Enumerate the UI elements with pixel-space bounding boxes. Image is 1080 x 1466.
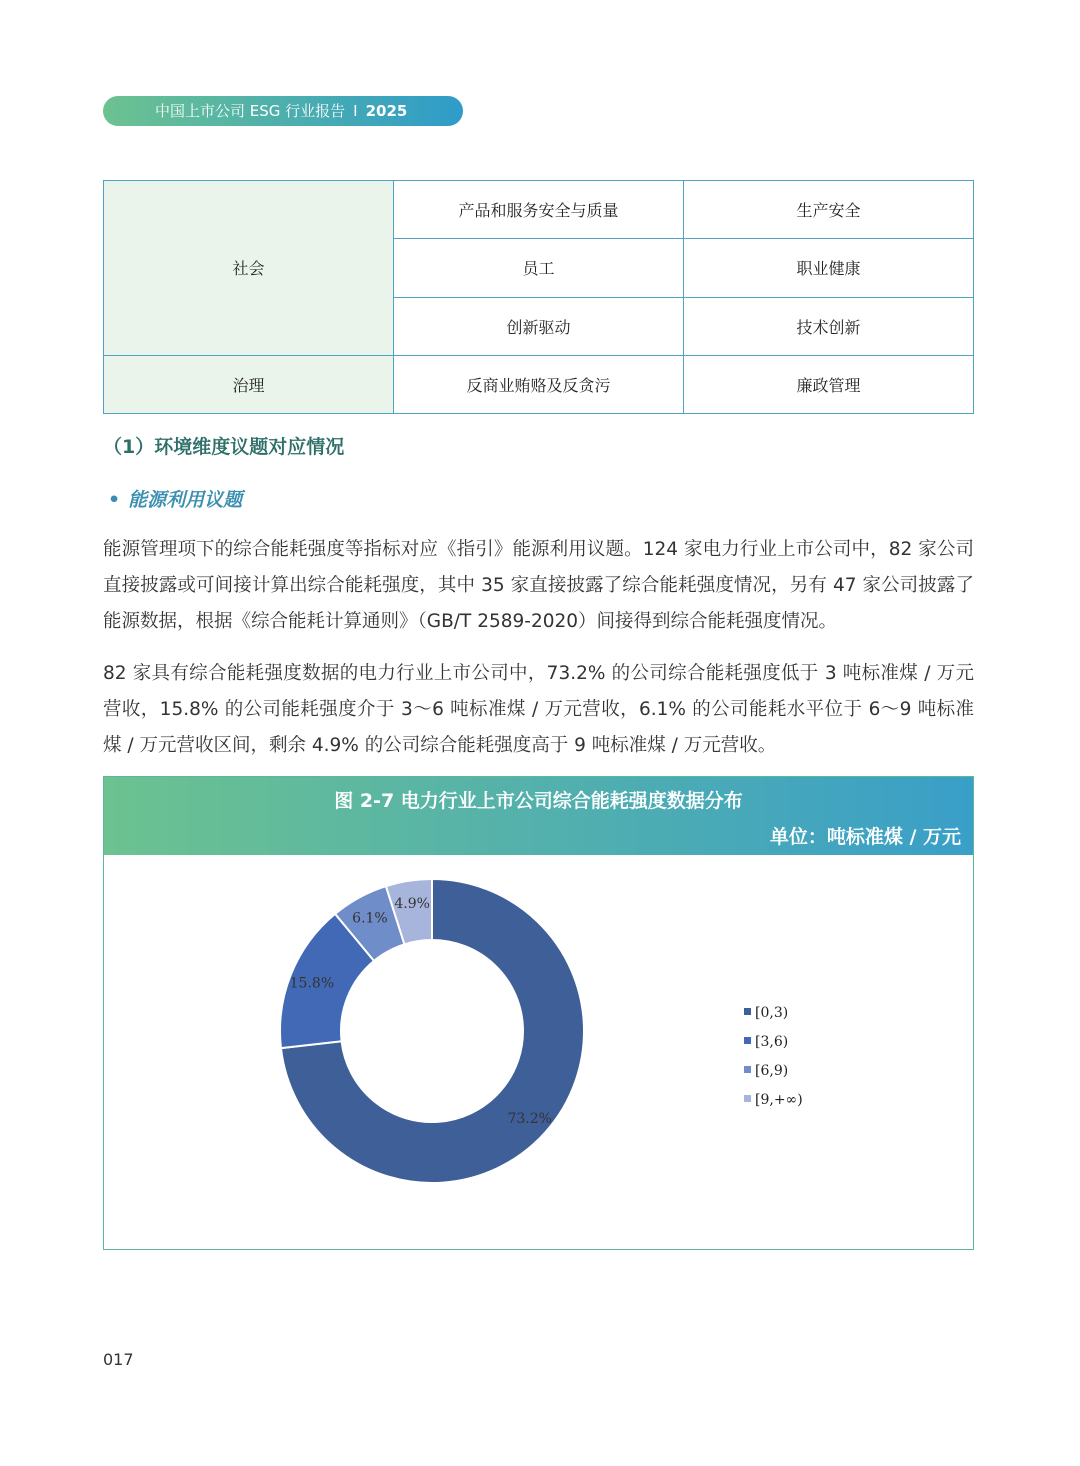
body-paragraph-1: 能源管理项下的综合能耗强度等指标对应《指引》能源利用议题。124 家电力行业上市公司中，82 家公司直接披露或可间接计算出综合能耗强度，其中 35 家直接披露了综合能耗强度情况，另有 47 家公司披露了能源数据，根据《综合能耗计算通则》（GB/T 2589-2020）间接得到综合能耗强度情况。 xyxy=(103,539,974,632)
body-paragraph-2: 82 家具有综合能耗强度数据的电力行业上市公司中，73.2% 的公司综合能耗强度低于 3 吨标准煤 / 万元营收，15.8% 的公司能耗强度介于 3～6 吨标准煤 / 万元营收，6.1% 的公司能耗水平位于 6～9 吨标准煤 / 万元营收区间，剩余 4.9% 的公司综合能耗强度高于 9 吨标准煤 / 万元营收。 xyxy=(103,663,974,756)
topic-cell: 职业健康 xyxy=(684,239,974,297)
legend-swatch-1 xyxy=(744,1037,751,1044)
bullet-heading xyxy=(108,485,242,512)
issue-cell: 创新驱动 xyxy=(394,297,684,355)
table-row xyxy=(104,355,974,413)
issue-cell: 产品和服务安全与质量 xyxy=(394,181,684,239)
report-header-pill xyxy=(103,96,463,126)
table-row xyxy=(104,181,974,239)
page-number: 017 xyxy=(103,1350,134,1369)
section-title: （1）环境维度议题对应情况 xyxy=(103,436,345,458)
figure-unit: 单位：吨标准煤 / 万元 xyxy=(769,826,961,848)
slice-label-1: 15.8% xyxy=(289,975,335,992)
legend-label-3: [9,+∞) xyxy=(755,1092,803,1108)
issue-cell: 反商业贿赂及反贪污 xyxy=(394,355,684,413)
slice-label-2: 6.1% xyxy=(352,910,388,927)
bullet-dot: • xyxy=(108,489,121,511)
report-year: 2025 xyxy=(365,102,408,120)
dimension-cell-governance: 治理 xyxy=(104,355,394,413)
slice-label-0: 73.2% xyxy=(507,1111,552,1128)
legend-swatch-2 xyxy=(744,1066,751,1073)
topic-cell: 廉政管理 xyxy=(684,355,974,413)
topic-cell: 技术创新 xyxy=(684,297,974,355)
report-title: 中国上市公司 ESG 行业报告 xyxy=(155,102,346,120)
header-separator: I xyxy=(353,102,358,120)
legend-swatch-3 xyxy=(744,1095,751,1102)
topic-cell: 生产安全 xyxy=(684,181,974,239)
legend-label-2: [6,9) xyxy=(755,1063,789,1079)
legend-label-0: [0,3) xyxy=(755,1005,789,1021)
issue-mapping-table xyxy=(103,180,974,414)
legend-label-1: [3,6) xyxy=(755,1034,789,1050)
figure-title: 图 2-7 电力行业上市公司综合能耗强度数据分布 xyxy=(334,790,743,812)
issue-cell: 员工 xyxy=(394,239,684,297)
legend-swatch-0 xyxy=(744,1008,751,1015)
slice-label-3: 4.9% xyxy=(394,896,430,913)
donut-chart xyxy=(104,855,972,1248)
bullet-heading-text: 能源利用议题 xyxy=(128,489,243,511)
figure-header xyxy=(104,777,973,855)
dimension-cell-social: 社会 xyxy=(104,181,394,356)
figure-box xyxy=(103,776,974,1250)
